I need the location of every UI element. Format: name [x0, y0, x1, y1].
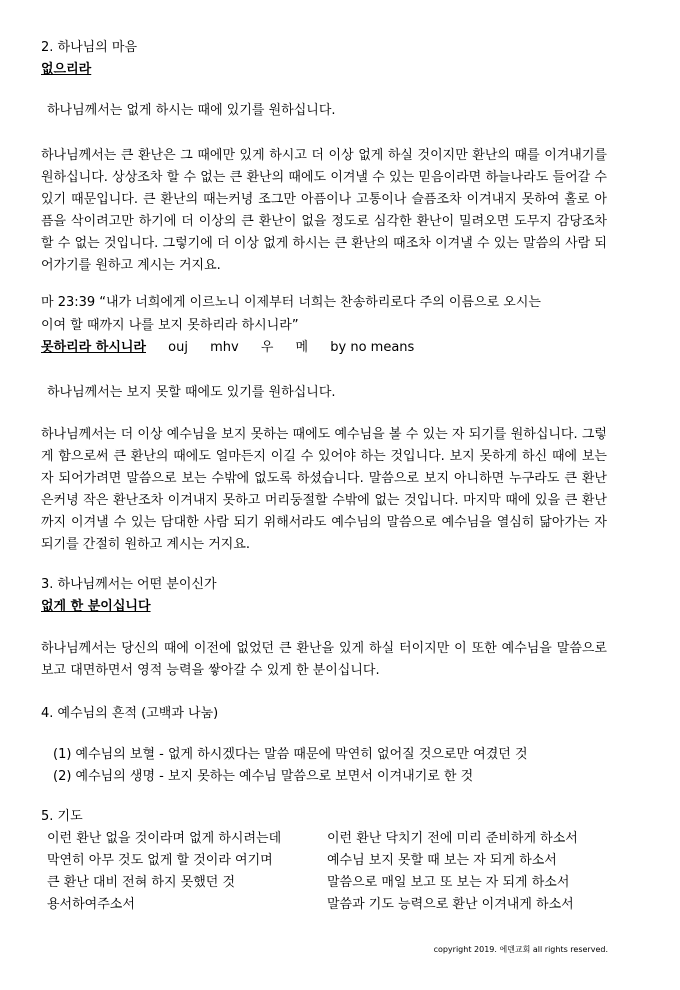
prayer-line: 말씀과 기도 능력으로 환난 이겨내게 하소서	[327, 897, 574, 912]
prayer-left-column	[47, 828, 281, 916]
section-3-title: 3. 하나님께서는 어떤 분이신가	[41, 577, 217, 592]
prayer-line: 말씀으로 매일 보고 또 보는 자 되게 하소서	[327, 875, 570, 890]
section-2-summary: 하나님께서는 없게 하시는 때에 있기를 원하십니다.	[47, 103, 336, 118]
section-3-paragraph: 하나님께서는 당신의 때에 이전에 없었던 큰 환난을 있게 하실 터이지만 이 또한 예수님을 말씀으로 보고 대면하면서 영적 능력을 쌓아갈 수 있게 한 분이십니다.	[41, 641, 607, 678]
greek-word: 우	[260, 340, 274, 355]
greek-word: mhv	[210, 340, 239, 355]
verse-line-2: 이여 할 때까지 나를 보지 못하리라 하시니라”	[41, 318, 299, 333]
prayer-right-column	[327, 828, 578, 916]
prayer-line: 막연히 아무 것도 없게 할 것이라 여기며	[47, 853, 273, 868]
section-2-paragraph: 하나님께서는 큰 환난은 그 때에만 있게 하시고 더 이상 없게 하실 것이지만 환난의 때를 이겨내기를 원하십니다. 상상조차 할 수 없는 큰 환난의 때에도 이겨낼 수 있는 믿음이라면 하늘나라도 들어갈 수 있기 때문입니다. 큰 환난의 때는커녕 조그만 아픔이나 고통이나 슬픔조차 이겨내지 못하여 홀로 아픔을 삭이려고만 하기에 더 이상의 큰 환난이 없을 정도로 심각한 환난이 밀려오면 도무지 감당조차 할 수 없는 것입니다. 그렇기에 더 이상 없게 하시는 큰 환난의 때조차 이겨낼 수 있는 말씀의 사람 되어가기를 원하고 계시는 거지요.	[41, 148, 607, 273]
section-2b-paragraph: 하나님께서는 더 이상 예수님을 보지 못하는 때에도 예수님을 볼 수 있는 자 되기를 원하십니다. 그렇게 함으로써 큰 환난의 때에도 얼마든지 이길 수 있어야 하는 것입니다. 보지 못하게 하신 때에 보는 자 되어가려면 말씀으로 보는 수밖에 없도록 하셨습니다. 말씀으로 보지 아니하면 누구라도 큰 환난은커녕 작은 환난조차 이겨내지 못하고 머리둥절할 수밖에 없는 것입니다. 마지막 때에 있을 큰 환난까지 이겨낼 수 있는 담대한 사람 되기 위해서라도 예수님의 말씀으로 예수님을 열심히 닮아가는 자 되기를 간절히 원하고 계시는 거지요.	[41, 427, 607, 552]
section-2-title: 2. 하나님의 마음	[41, 40, 138, 55]
prayer-line: 이런 환난 닥치기 전에 미리 준비하게 하소서	[327, 831, 578, 846]
section-4-title: 4. 예수님의 흔적 (고백과 나눔)	[41, 706, 219, 721]
greek-word: 메	[295, 340, 309, 355]
copyright-footer: copyright 2019. 에덴교회 all rights reserved.	[433, 945, 608, 954]
section-5-title: 5. 기도	[41, 809, 83, 824]
greek-word: by no means	[330, 340, 415, 355]
section-2-subtitle: 없으리라	[41, 62, 92, 77]
prayer-line: 용서하여주소서	[47, 897, 135, 912]
section-4-item: (1) 예수님의 보혈 - 없게 하시겠다는 말씀 때문에 막연히 없어질 것으로만 여겼던 것	[53, 747, 528, 762]
prayer-line: 예수님 보지 못할 때 보는 자 되게 하소서	[327, 853, 557, 868]
greek-word-line	[41, 340, 432, 356]
section-3-subtitle: 없게 한 분이십니다	[41, 599, 151, 614]
prayer-line: 이런 환난 없을 것이라며 없게 하시려는데	[47, 831, 282, 846]
prayer-line: 큰 환난 대비 전혀 하지 못했던 것	[47, 875, 236, 890]
greek-word: ouj	[168, 340, 188, 355]
verse-keyword: 못하리라 하시니라	[41, 340, 146, 355]
section-2b-summary: 하나님께서는 보지 못할 때에도 있기를 원하십니다.	[47, 385, 336, 400]
verse-line-1: 마 23:39 “내가 너희에게 이르노니 이제부터 너희는 찬송하리로다 주의 이름으로 오시는	[41, 295, 541, 310]
section-4-item: (2) 예수님의 생명 - 보지 못하는 예수님 말씀으로 보면서 이겨내기로 한 것	[53, 769, 474, 784]
